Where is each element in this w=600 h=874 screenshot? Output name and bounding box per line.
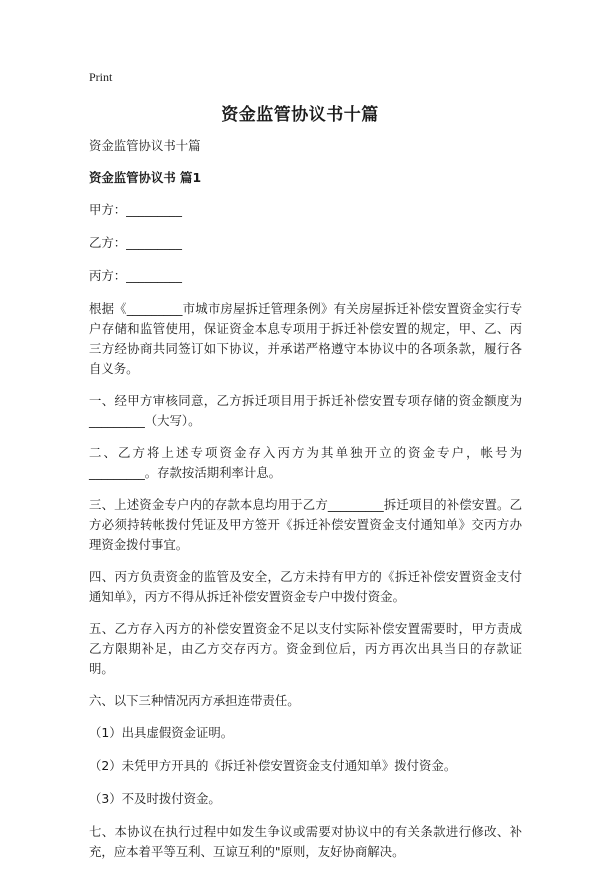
party-a: 甲方：_________ xyxy=(89,202,182,217)
party-b: 乙方：_________ xyxy=(89,235,182,250)
paragraph-clause-3: 三、上述资金专户内的存款本息均用于乙方_________拆迁项目的补偿安置。乙方必须持转帐拨付凭证及甲方签开《拆迁补偿安置资金支付通知单》交丙方办理资金拨付事宜。 xyxy=(89,497,522,552)
list-item-2: （2）未凭甲方开具的《拆迁补偿安置资金支付通知单》拨付资金。 xyxy=(89,758,457,773)
paragraph-clause-1: 一、经甲方审核同意，乙方拆迁项目用于拆迁补偿安置专项存储的资金额度为_________（大写）。 xyxy=(89,393,522,428)
document-body xyxy=(89,136,522,874)
print-link[interactable]: Print xyxy=(89,70,113,84)
paragraph-clause-5: 五、乙方存入丙方的补偿安置资金不足以支付实际补偿安置需要时，甲方责成乙方限期补足，由乙方交存丙方。资金到位后，丙方再次出具当日的存款证明。 xyxy=(89,621,522,676)
paragraph-preamble: 根据《_________市城市房屋拆迁管理条例》有关房屋拆迁补偿安置资金实行专户存储和监管使用，保证资金本息专项用于拆迁补偿安置的规定，甲、乙、丙三方经协商共同签订如下协议，并承诺严格遵守本协议中的各项条款，履行各自义务。 xyxy=(89,301,522,376)
list-item-1: （1）出具虚假资金证明。 xyxy=(89,725,234,740)
paragraph-clause-4: 四、丙方负责资金的监管及安全，乙方未持有甲方的《拆迁补偿安置资金支付通知单》，丙方不得从拆迁补偿安置资金专户中拨付资金。 xyxy=(89,569,522,604)
section-heading: 资金监管协议书 篇1 xyxy=(89,170,202,185)
document-subtitle: 资金监管协议书十篇 xyxy=(89,138,201,153)
list-item-3: （3）不及时拨付资金。 xyxy=(89,791,221,806)
paragraph-clause-2: 二、乙方将上述专项资金存入丙方为其单独开立的资金专户，帐号为_________。存款按活期利率计息。 xyxy=(89,445,522,480)
document-title: 资金监管协议书十篇 xyxy=(221,105,379,125)
paragraph-clause-6: 六、以下三种情况丙方承担连带责任。 xyxy=(89,693,300,708)
paragraph-clause-7: 七、本协议在执行过程中如发生争议或需要对协议中的有关条款进行修改、补充，应本着平等互利、互谅互利的"原则，友好协商解决。 xyxy=(89,824,522,859)
party-c: 丙方：_________ xyxy=(89,268,182,283)
